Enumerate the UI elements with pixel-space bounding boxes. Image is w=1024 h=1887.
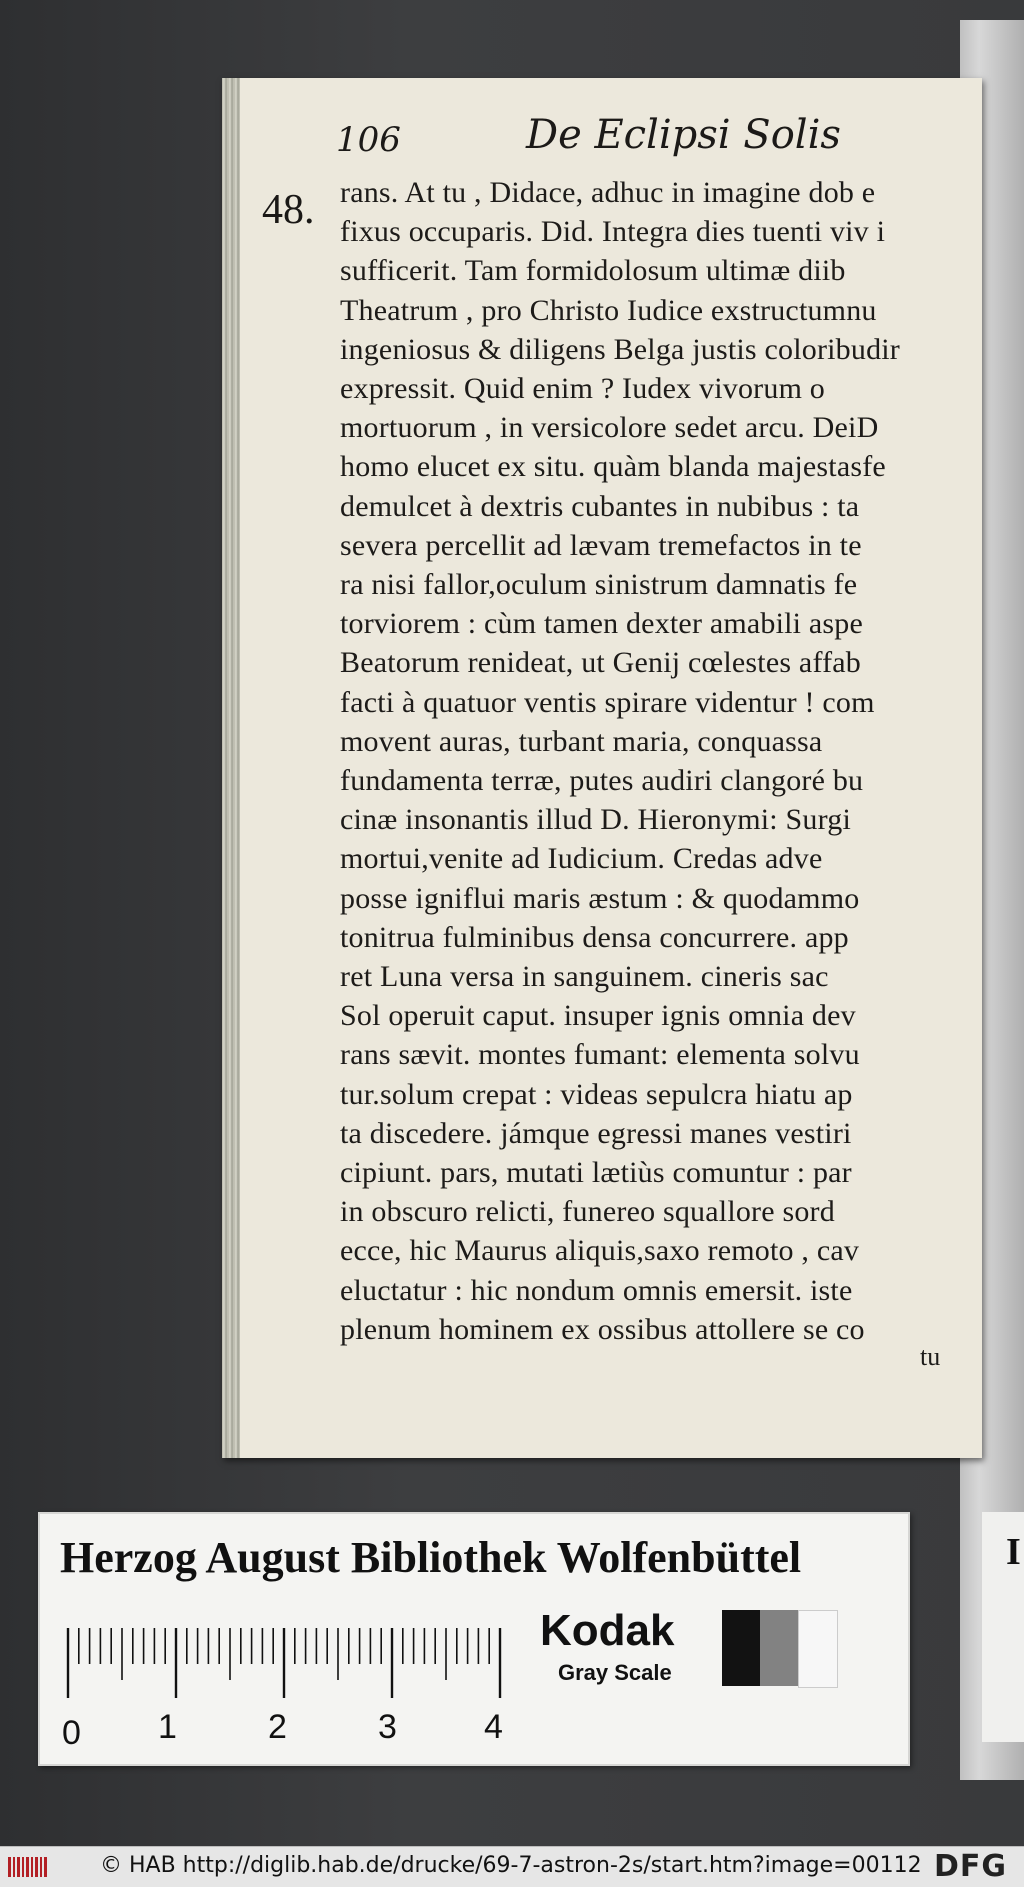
text-line: movent auras, turbant maria, conquassa xyxy=(340,724,823,758)
black-swatch xyxy=(722,1610,760,1686)
text-line: rans. At tu , Didace, adhuc in imagine dob e xyxy=(340,176,876,209)
text-line: in obscuro relicti, funereo squallore sord xyxy=(340,1195,835,1229)
section-number: 48. xyxy=(262,187,315,233)
color-scale-card xyxy=(38,1512,910,1766)
text-line: fixus occuparis. Did. Integra dies tuenti viv i xyxy=(340,215,886,249)
ruler-number-1: 1 xyxy=(158,1708,177,1746)
page-number: 106 xyxy=(336,120,401,160)
text-line: sufficerit. Tam formidolosum ultimæ diib xyxy=(340,254,846,288)
dfg-logo: DFG xyxy=(934,1849,1008,1884)
running-head: De Eclipsi Solis xyxy=(526,112,841,158)
text-line: severa percellit ad lævam tremefactos in te xyxy=(340,528,862,562)
gray-swatch xyxy=(760,1610,798,1686)
hab-logo-icon xyxy=(8,1855,48,1879)
text-line: rans sævit. montes fumant: elementa solvu xyxy=(340,1038,860,1072)
page-stack-edge xyxy=(222,78,240,1458)
white-swatch xyxy=(798,1610,838,1688)
catchword: tu xyxy=(920,1342,941,1371)
kodak-logo: Kodak xyxy=(540,1606,675,1655)
text-line: ta discedere. jámque egressi manes vestiri xyxy=(340,1116,852,1150)
text-line: homo elucet ex situ. quàm blanda majestasfe xyxy=(340,450,886,484)
text-line: torviorem : cùm tamen dexter amabili aspe xyxy=(340,607,864,641)
footer-source-link[interactable]: © HAB http://diglib.hab.de/drucke/69-7-astron-2s/start.htm?image=00112 xyxy=(100,1853,922,1878)
text-line: Beatorum renideat, ut Genij cœlestes affab xyxy=(340,646,861,680)
text-line: demulcet à dextris cubantes in nubibus : ta xyxy=(340,489,860,523)
ruler-number-2: 2 xyxy=(268,1708,287,1746)
text-line: tur.solum crepat : videas sepulcra hiatu ap xyxy=(340,1077,853,1111)
ruler-number-4: 4 xyxy=(484,1708,503,1746)
text-line: expressit. Quid enim ? Iudex vivorum o xyxy=(340,372,826,405)
second-scale-card xyxy=(982,1512,1024,1742)
text-line: tonitrua fulminibus densa concurrere. app xyxy=(340,920,849,954)
institution-name: Herzog August Bibliothek Wolfenbüttel xyxy=(60,1533,802,1582)
page-header xyxy=(336,112,936,172)
text-line: ra nisi fallor,oculum sinistrum damnatis fe xyxy=(340,568,858,601)
ruler xyxy=(64,1624,514,1704)
text-line: mortuorum , in versicolore sedet arcu. DeiD xyxy=(340,411,879,445)
text-line: cipiunt. pars, mutati lætiùs comuntur : par xyxy=(340,1156,852,1189)
text-line: ingeniosus & diligens Belga justis coloribudir xyxy=(340,332,900,366)
text-line: Theatrum , pro Christo Iudice exstructumnu xyxy=(340,293,877,327)
text-line: plenum hominem ex ossibus attollere se co xyxy=(340,1312,865,1346)
text-line: fundamenta terræ, putes audiri clangoré bu xyxy=(340,764,864,797)
ruler-ticks xyxy=(64,1624,514,1704)
text-line: ecce, hic Maurus aliquis,saxo remoto , cav xyxy=(340,1234,860,1268)
text-line: cinæ insonantis illud D. Hieronymi: Surgi xyxy=(340,803,851,837)
gray-scale-label: Gray Scale xyxy=(558,1660,672,1685)
text-line: ret Luna versa in sanguinem. cineris sac xyxy=(340,960,829,993)
footer-bar xyxy=(0,1846,1024,1887)
text-line: Sol operuit caput. insuper ignis omnia dev xyxy=(340,999,856,1033)
text-line: eluctatur : hic nondum omnis emersit. iste xyxy=(340,1273,853,1307)
body-text xyxy=(340,176,1020,1366)
text-line: posse igniflui maris æstum : & quodammo xyxy=(340,881,860,915)
ruler-number-3: 3 xyxy=(378,1708,397,1746)
second-card-letter: I xyxy=(1006,1531,1021,1573)
text-line: mortui,venite ad Iudicium. Credas adve xyxy=(340,842,823,876)
ruler-number-0: 0 xyxy=(62,1714,81,1752)
text-line: facti à quatuor ventis spirare videntur ! com xyxy=(340,685,875,719)
